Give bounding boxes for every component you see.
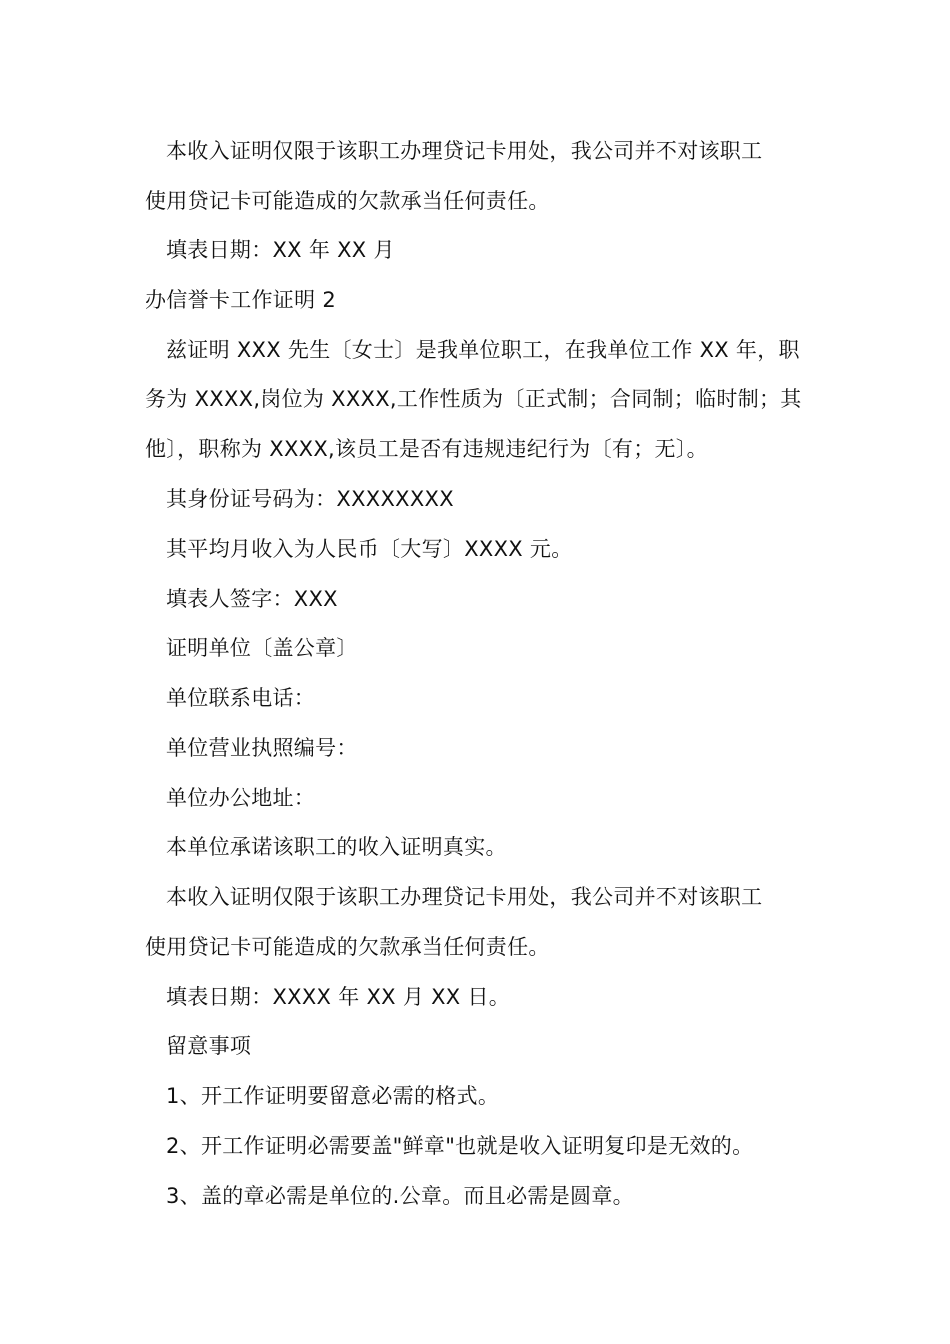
paragraph-line: 使用贷记卡可能造成的欠款承当任何责任。 [145,935,550,959]
certifying-unit-line: 证明单位〔盖公章〕 [166,636,358,660]
date-line: 填表日期：XXXX 年 XX 月 XX 日。 [166,985,511,1009]
paragraph-line: 本收入证明仅限于该职工办理贷记卡用处，我公司并不对该职工 [166,885,763,909]
section-heading: 办信誉卡工作证明 2 [145,288,337,312]
unit-phone-line: 单位联系电话： [166,686,316,710]
office-address-line: 单位办公地址： [166,786,316,810]
note-item: 1、开工作证明要留意必需的格式。 [166,1084,500,1108]
income-line: 其平均月收入为人民币〔大写〕XXXX 元。 [166,537,573,561]
paragraph-line: 兹证明 XXX 先生〔女士〕是我单位职工，在我单位工作 XX 年，职 [166,338,800,362]
business-license-line: 单位营业执照编号： [166,736,358,760]
paragraph-line: 本收入证明仅限于该职工办理贷记卡用处，我公司并不对该职工 [166,139,763,163]
paragraph-line: 他〕，职称为 XXXX,该员工是否有违规违纪行为〔有；无〕。 [145,437,708,461]
paragraph-line: 务为 XXXX,岗位为 XXXX,工作性质为〔正式制；合同制；临时制；其 [145,387,802,411]
note-item: 2、开工作证明必需要盖"鲜章"也就是收入证明复印是无效的。 [166,1134,754,1158]
date-line: 填表日期：XX 年 XX 月 [166,238,395,262]
commitment-line: 本单位承诺该职工的收入证明真实。 [166,835,507,859]
notes-heading: 留意事项 [166,1034,252,1058]
note-item: 3、盖的章必需是单位的.公章。而且必需是圆章。 [166,1184,634,1208]
signer-line: 填表人签字：XXX [166,587,338,611]
id-number-line: 其身份证号码为：XXXXXXXX [166,487,454,511]
paragraph-line: 使用贷记卡可能造成的欠款承当任何责任。 [145,189,550,213]
